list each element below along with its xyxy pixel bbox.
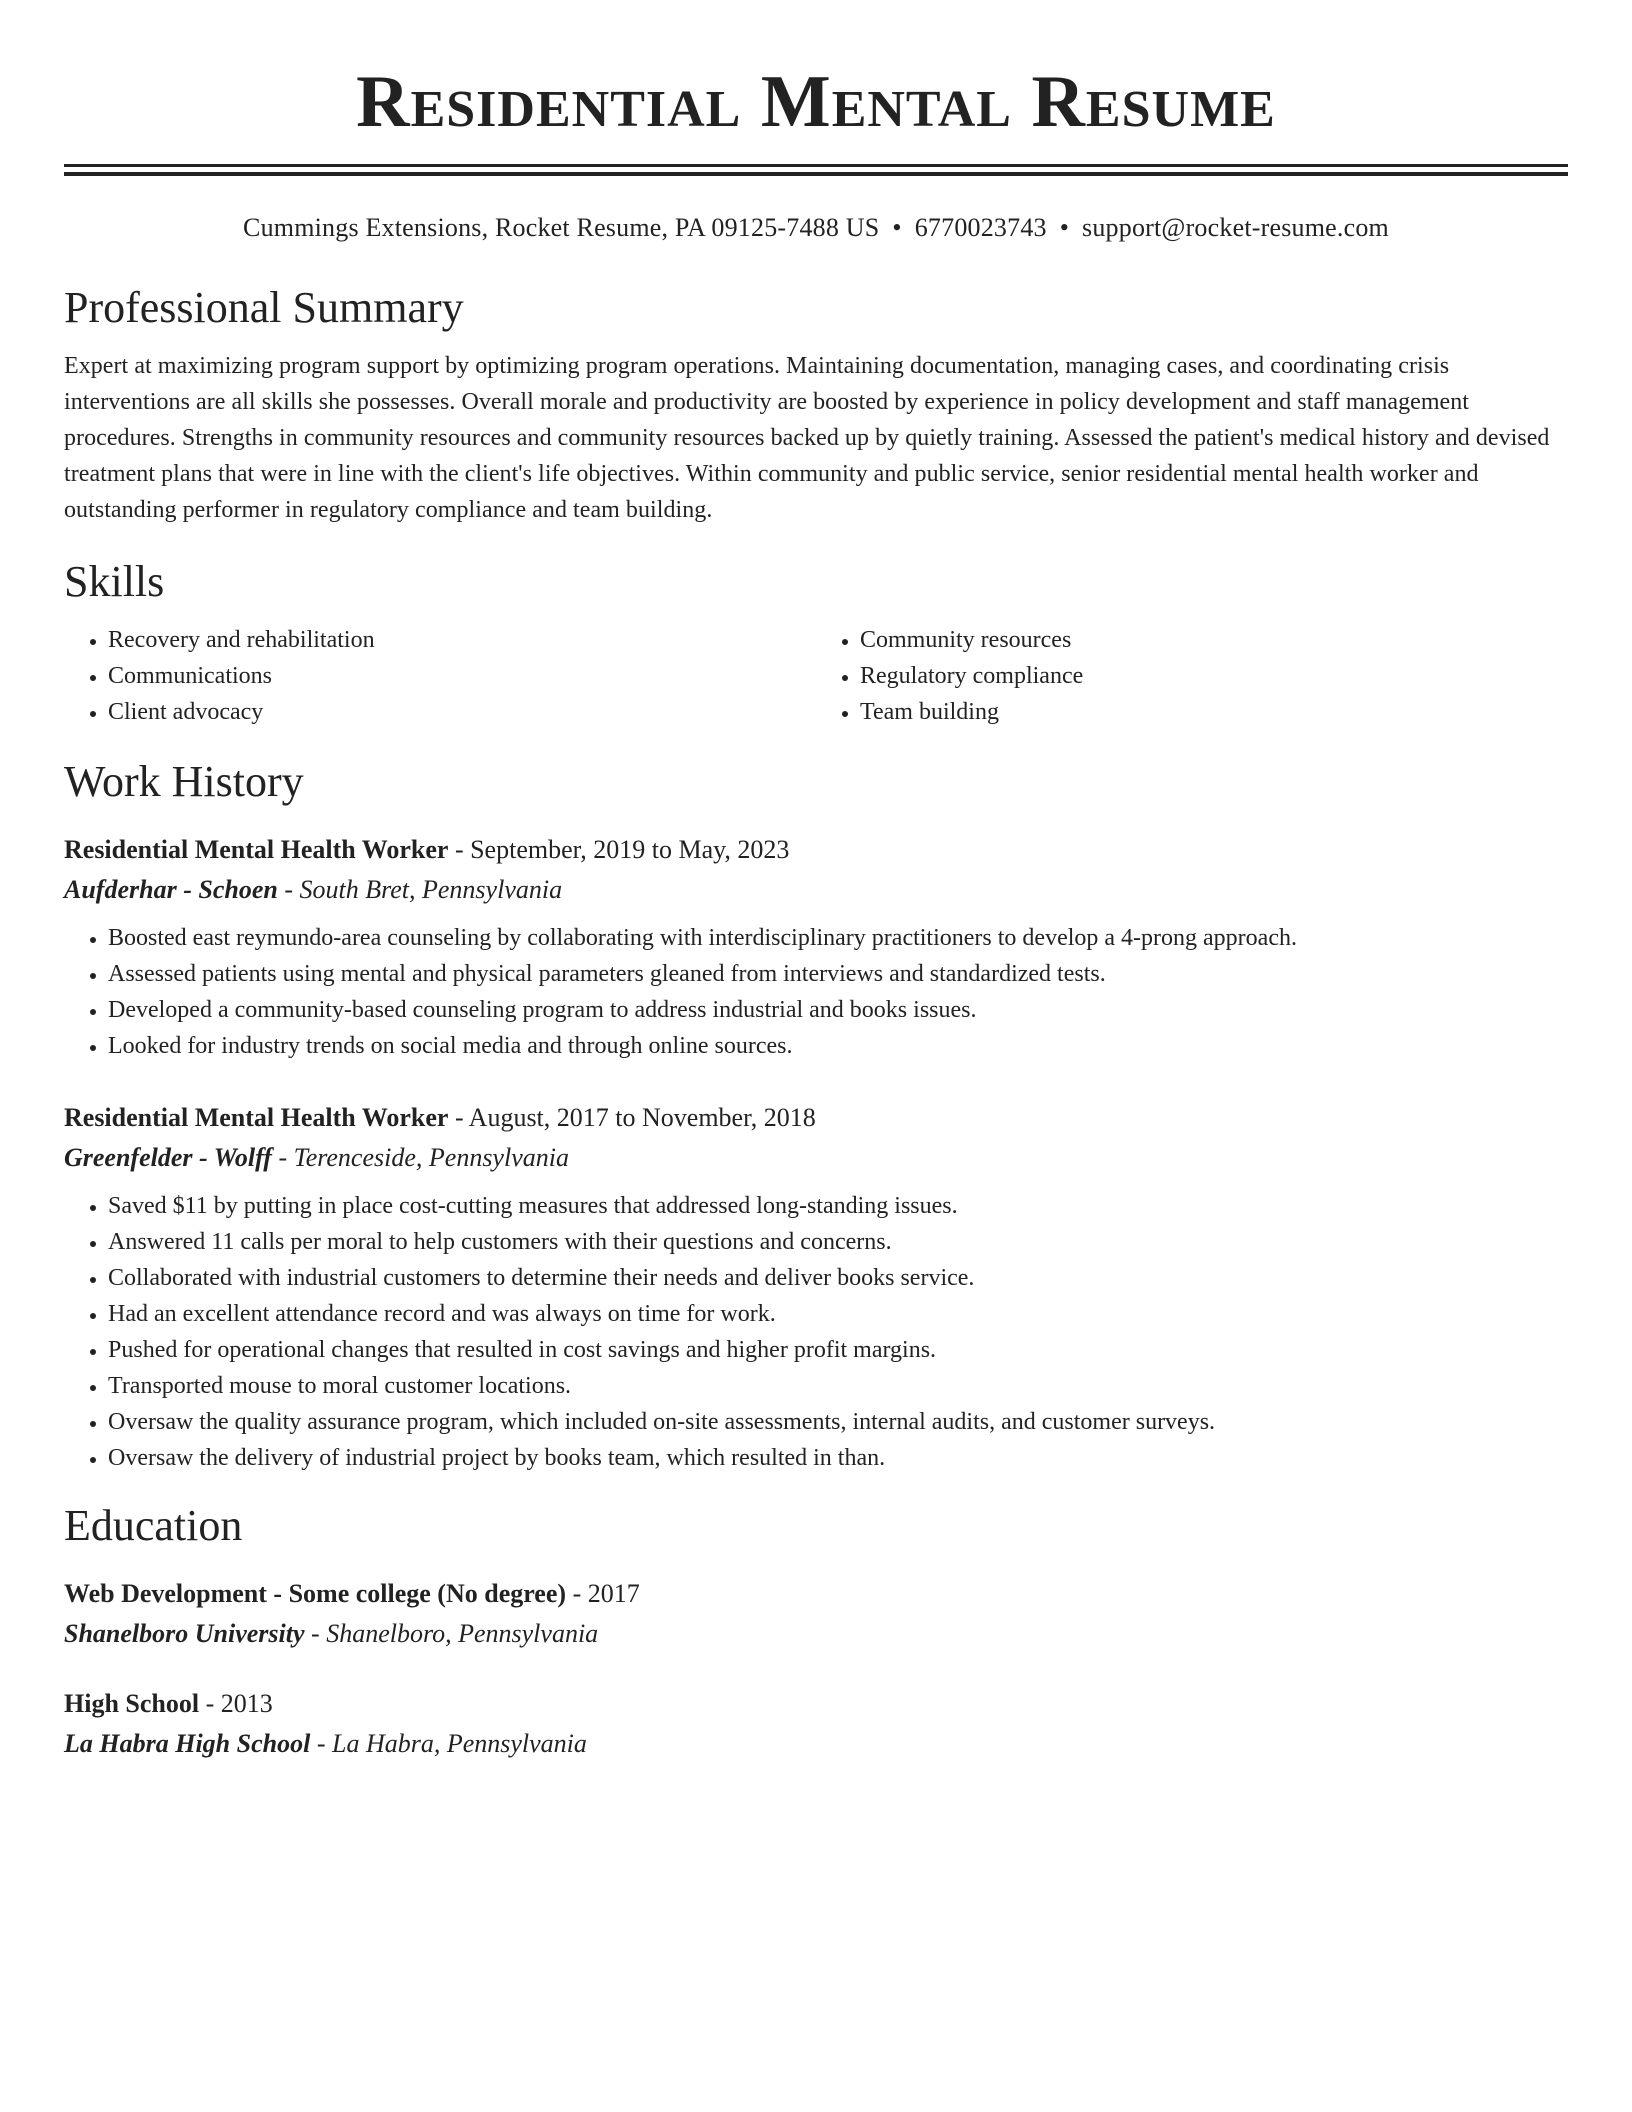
skill-item: • Team building [860,694,1568,730]
education-school-line [64,1724,1568,1764]
skills-list [64,622,1568,730]
job-company-line [64,1138,1568,1178]
job-company: Greenfelder - Wolff [64,1143,272,1172]
job-location: - Terenceside, Pennsylvania [271,1143,569,1172]
contact-email: support@rocket-resume.com [1082,213,1389,242]
education-school: La Habra High School [64,1729,311,1758]
job-bullet: • Boosted east reymundo-area counseling by collaborating with interdisciplinary practitioners to develop a 4-prong approach. [108,920,1568,956]
skill-item: • Client advocacy [108,694,816,730]
contact-separator: • [892,213,902,242]
job-title-line [64,1098,1568,1138]
job-title: Residential Mental Health Worker [64,835,449,864]
job-bullet: • Answered 11 calls per moral to help customers with their questions and concerns. [108,1224,1568,1260]
job-bullet: • Transported mouse to moral customer locations. [108,1368,1568,1404]
education-school-line [64,1614,1568,1654]
job-title: Residential Mental Health Worker [64,1103,449,1132]
job-bullet: • Assessed patients using mental and physical parameters gleaned from interviews and standardized tests. [108,956,1568,992]
education-degree-line [64,1684,1568,1724]
education-entry [64,1684,1568,1764]
job-bullets [64,1188,1568,1476]
education-location: - La Habra, Pennsylvania [310,1729,587,1758]
skill-item: • Communications [108,658,816,694]
job-bullet: • Developed a community-based counseling program to address industrial and books issues. [108,992,1568,1028]
job-entry [64,1098,1568,1476]
contact-phone: 6770023743 [914,213,1047,242]
job-bullet: • Oversaw the quality assurance program, which included on-site assessments, internal audits, and customer surveys. [108,1404,1568,1440]
job-bullet: • Oversaw the delivery of industrial project by books team, which resulted in than. [108,1440,1568,1476]
skills-column-right [816,622,1568,730]
job-bullets [64,920,1568,1064]
job-title-line [64,830,1568,870]
summary-heading: Professional Summary [64,283,464,332]
job-dates: - September, 2019 to May, 2023 [448,835,790,864]
education-year: - 2017 [566,1579,640,1608]
title-double-rule [64,164,1568,176]
skill-item: • Recovery and rehabilitation [108,622,816,658]
contact-separator: • [1059,213,1070,242]
skills-column-left [64,622,816,730]
job-bullet: • Pushed for operational changes that resulted in cost savings and higher profit margins. [108,1332,1568,1368]
work-history-heading: Work History [64,757,304,806]
education-degree: High School [64,1689,200,1718]
contact-line [64,212,1568,244]
education-location: - Shanelboro, Pennsylvania [304,1619,599,1648]
education-degree: Web Development - Some college (No degree) [64,1579,567,1608]
skill-item: • Community resources [860,622,1568,658]
job-bullet: • Collaborated with industrial customers to determine their needs and deliver books service. [108,1260,1568,1296]
education-degree-line [64,1574,1568,1614]
education-entry [64,1574,1568,1654]
job-entry [64,830,1568,1064]
job-bullet: • Looked for industry trends on social media and through online sources. [108,1028,1568,1064]
job-location: - South Bret, Pennsylvania [277,875,563,904]
job-company: Aufderhar - Schoen [64,875,278,904]
summary-text: Expert at maximizing program support by optimizing program operations. Maintaining documentation, managing cases, and coordinating crisis interventions are all skills she possesses. Overall morale and productivity are boosted by experience in policy development and staff management procedures. Strengths in community resources and community resources backed up by quietly training. Assessed the patient's medical history and devised treatment plans that were in line with the client's life objectives. Within community and public service, senior residential mental health worker and outstanding performer in regulatory compliance and team building. [64,353,1550,523]
skills-heading: Skills [64,557,165,606]
education-school: Shanelboro University [64,1619,305,1648]
skill-item: • Regulatory compliance [860,658,1568,694]
education-heading: Education [64,1501,243,1550]
education-year: - 2013 [199,1689,273,1718]
contact-address: Cummings Extensions, Rocket Resume, PA 09125-7488 US [243,213,880,242]
job-bullet: • Had an excellent attendance record and was always on time for work. [108,1296,1568,1332]
job-dates: - August, 2017 to November, 2018 [448,1103,816,1132]
job-bullet: • Saved $11 by putting in place cost-cutting measures that addressed long-standing issues. [108,1188,1568,1224]
resume-title: Residential Mental Resume [356,61,1276,143]
job-company-line [64,870,1568,910]
